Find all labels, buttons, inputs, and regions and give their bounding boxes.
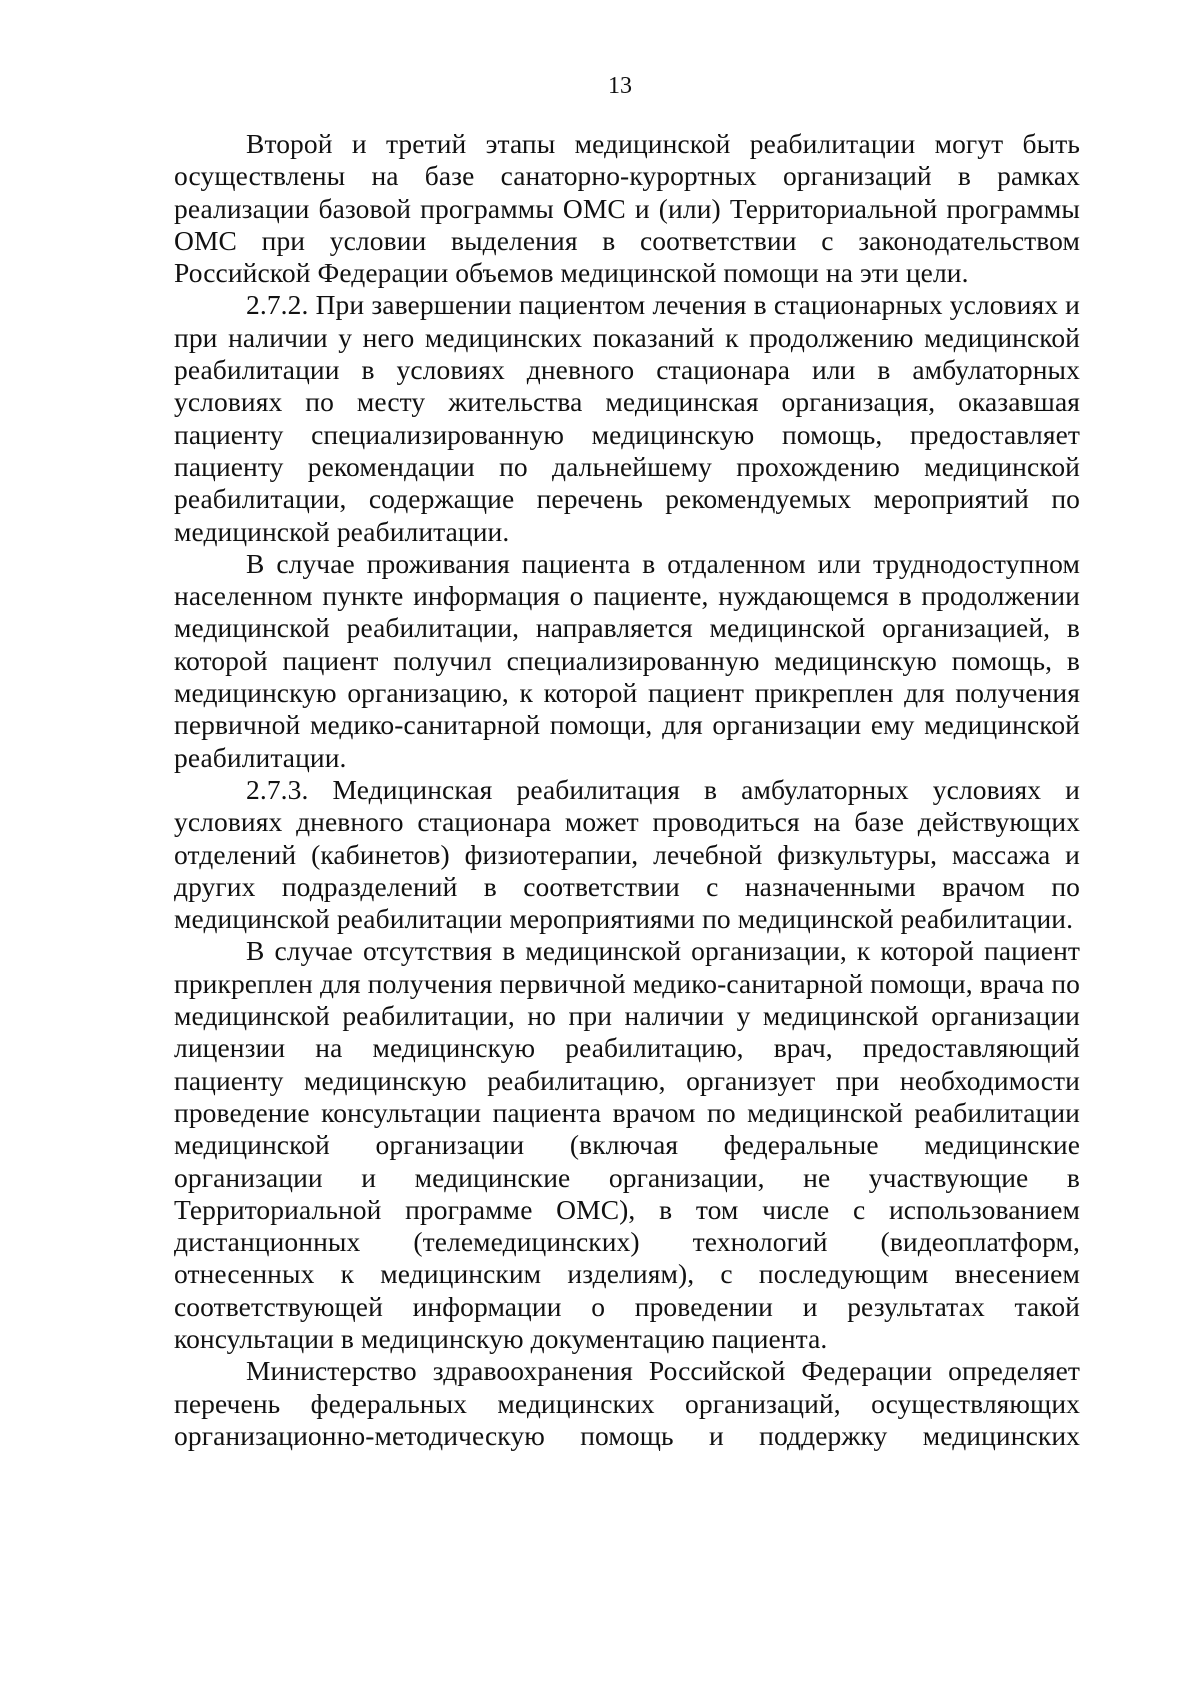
paragraph-2-7-3: 2.7.3. Медицинская реабилитация в амбулаторных условиях и условиях дневного стационара может проводиться на базе действующих отделений (кабинетов) физиотерапии, лечебной физкультуры, массажа и других подразделений в соответствии с назначенными врачом по медицинской реабилитации мероприятиями по медицинской реабилитации. — [174, 773, 1080, 935]
paragraph-ministry-of-health: Министерство здравоохранения Российской Федерации определяет перечень федеральных медицинских организаций, осуществляющих организационно-методическую помощь и поддержку медицинских — [174, 1355, 1080, 1451]
document-body — [174, 128, 1080, 1452]
paragraph-remote-settlement: В случае проживания пациента в отдаленном или труднодоступном населенном пункте информация о пациенте, нуждающемся в продолжении медицинской реабилитации, направляется медицинской организацией, в которой пациент получил специализированную медицинскую помощь, в медицинскую организацию, к которой пациент прикреплен для получения первичной медико-санитарной помощи, для организации ему медицинской реабилитации. — [174, 547, 1080, 773]
page-number: 13 — [608, 73, 632, 99]
paragraph-2-7-2: 2.7.2. При завершении пациентом лечения в стационарных условиях и при наличии у него медицинских показаний к продолжению медицинской реабилитации в условиях дневного стационара или в амбулаторных условиях по месту жительства медицинская организация, оказавшая пациенту специализированную медицинскую помощь, предоставляет пациенту рекомендации по дальнейшему прохождению медицинской реабилитации, содержащие перечень рекомендуемых мероприятий по медицинской реабилитации. — [174, 289, 1080, 547]
paragraph-absence-of-rehab-doctor: В случае отсутствия в медицинской организации, к которой пациент прикреплен для получения первичной медико-санитарной помощи, врача по медицинской реабилитации, но при наличии у медицинской организации лицензии на медицинскую реабилитацию, врач, предоставляющий пациенту медицинскую реабилитацию, организует при необходимости проведение консультации пациента врачом по медицинской реабилитации медицинской организации (включая федеральные медицинские организации и медицинские организации, не участвующие в Территориальной программе ОМС), в том числе с использованием дистанционных (телемедицинских) технологий (видеоплатформ, отнесенных к медицинским изделиям), с последующим внесением соответствующей информации о проведении и результатах такой консультации в медицинскую документацию пациента. — [174, 935, 1080, 1354]
paragraph-rehabilitation-stages: Второй и третий этапы медицинской реабилитации могут быть осуществлены на базе санаторно-курортных организаций в рамках реализации базовой программы ОМС и (или) Территориальной программы ОМС при условии выделения в соответствии с законодательством Российской Федерации объемов медицинской помощи на эти цели. — [174, 128, 1080, 289]
